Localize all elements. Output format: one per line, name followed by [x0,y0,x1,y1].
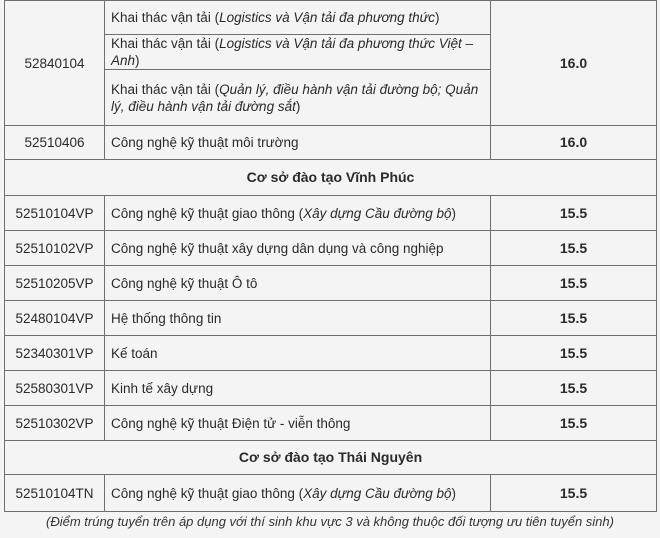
footnote: (Điểm trúng tuyển trên áp dụng với thí sinh khu vực 3 và không thuộc đối tượng ưu tiên tuyển sinh) [46,514,614,529]
major-name: Công nghệ kỹ thuật môi trường [105,126,491,160]
major-name: Công nghệ kỹ thuật giao thông (Xây dựng Cầu đường bộ) [105,475,491,512]
major-name: Công nghệ kỹ thuật Ô tô [105,266,491,301]
major-code: 52510104TN [5,475,105,512]
admission-score-table [4,0,657,512]
admission-score: 15.5 [491,196,657,231]
table-row [5,371,657,406]
section-title: Cơ sở đào tạo Vĩnh Phúc [5,160,657,196]
major-code: 52580301VP [5,371,105,406]
table-row [5,266,657,301]
table-row [5,1,657,35]
table-row [5,475,657,512]
admission-score: 15.5 [491,231,657,266]
major-name: Khai thác vận tải (Logistics và Vận tải đa phương thức Việt – Anh) [105,35,491,70]
major-code: 52510104VP [5,196,105,231]
major-name: Khai thác vận tải (Logistics và Vận tải đa phương thức) [105,1,491,35]
admission-score: 16.0 [491,126,657,160]
section-header-row [5,441,657,475]
admission-score: 15.5 [491,266,657,301]
major-code: 52510102VP [5,231,105,266]
major-name: Khai thác vận tải (Quản lý, điều hành vận tải đường bộ; Quản lý, điều hành vận tải đường sắt) [105,70,491,126]
section-title: Cơ sở đào tạo Thái Nguyên [5,441,657,475]
table-row [5,196,657,231]
section-header-row [5,160,657,196]
major-name: Hệ thống thông tin [105,301,491,336]
major-name: Kinh tế xây dựng [105,371,491,406]
major-name: Kế toán [105,336,491,371]
major-code: 52510205VP [5,266,105,301]
table-row [5,406,657,441]
major-code: 52840104 [5,1,105,126]
table-row [5,126,657,160]
major-code: 52480104VP [5,301,105,336]
admission-score: 15.5 [491,406,657,441]
major-code: 52340301VP [5,336,105,371]
major-code: 52510406 [5,126,105,160]
admission-score: 16.0 [491,1,657,126]
admission-score: 15.5 [491,336,657,371]
admission-score: 15.5 [491,301,657,336]
table-row [5,336,657,371]
table-row [5,231,657,266]
major-name: Công nghệ kỹ thuật giao thông (Xây dựng Cầu đường bộ) [105,196,491,231]
admission-score: 15.5 [491,371,657,406]
major-name: Công nghệ kỹ thuật xây dựng dân dụng và công nghiệp [105,231,491,266]
table-row [5,301,657,336]
major-name: Công nghệ kỹ thuật Điện tử - viễn thông [105,406,491,441]
admission-score: 15.5 [491,475,657,512]
major-code: 52510302VP [5,406,105,441]
